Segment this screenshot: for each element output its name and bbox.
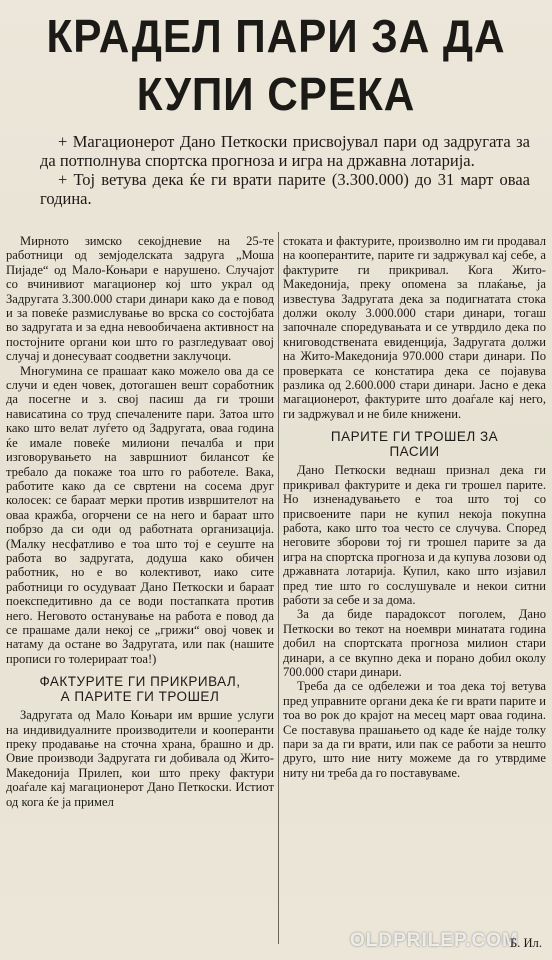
watermark-logo: OLDPRILEP.COM bbox=[350, 930, 519, 951]
lead-summary bbox=[40, 132, 530, 208]
body-paragraph: Дано Петкоски веднаш признал дека ги прикривал фактурите и дека ги трошел парите. Но изненадувањето е тоа што тој со присвоените пари не купил некоја покупна работа, како што тоа често се случува. Според неговите зборови тој ги трошел парите за да игра на спортска прогноза и да купува лозови од државната лотарија. Купил, како што изјавил пред тие што го сослушувале и некои ситни работи за себе и за дома. bbox=[283, 463, 546, 607]
author-signature: Б. Ил. bbox=[509, 936, 542, 950]
headline-line-2: КУПИ СРЕКА bbox=[136, 68, 416, 120]
right-column bbox=[283, 234, 546, 780]
subhead-money bbox=[283, 429, 546, 459]
subhead-invoices bbox=[6, 674, 274, 704]
lead-point-1: + Магационерот Дано Петкоски присвојувал пари од задругата за да потполнува спортска прогноза и игра на државна лотарија. bbox=[40, 132, 530, 170]
subhead-line: А ПАРИТЕ ГИ ТРОШЕЛ bbox=[60, 689, 220, 705]
subhead-line: ФАКТУРИТЕ ГИ ПРИКРИВАЛ, bbox=[39, 674, 241, 690]
left-column bbox=[6, 234, 274, 809]
body-paragraph: Треба да се одбележи и тоа дека тој ветува пред управните органи дека ќе ги врати парите и тоа во рок до крајот на месец март оваа година. Се поставува прашањето од каде ќе најде толку пари за да ги врати, или пак се работи за нешто друго, што ние ниту можеме да го утврдиме ниту ни треба да го поставуваме. bbox=[283, 679, 546, 780]
body-paragraph: Задругата од Мало Коњари им вршиe услуги на индивидуалните производители и кооперанти преку продавање на сточна храна, брашно и др. Овие производи Задругата ги добивала од Жито-Македонија Прилеп, кои што преку фактури доаѓале кај магационерот Дано Петкоски. Истиот од кога ќе ја примел bbox=[6, 708, 274, 809]
body-paragraph: За да биде парадоксот поголем, Дано Петкоски во текот на ноември минатата година добил на спортската прогноза милион стари динари, а се вкупно дека и поранo добил околу 700.000 стари динари. bbox=[283, 607, 546, 679]
body-paragraph: Мирното зимско секојдневие на 25-те работници од земјоделската задруга „Моша Пијаде“ од Мало-Коњари е нарушено. Случајот со вчинивиот магационер кој што украл од Задругата 3.300.000 стари динари како да е повод и за повеќе размислување во врска со состојбата во задругата и за една невообичаена активност на постојните органи кои што го разгледуваат овој случај и донесуваат соодветни заклучоци. bbox=[6, 234, 274, 364]
subhead-line: ПАРИТЕ ГИ ТРОШЕЛ ЗА bbox=[330, 429, 499, 445]
column-divider bbox=[278, 232, 279, 944]
lead-point-2: + Тој ветува дека ќе ги врати парите (3.300.000) до 31 март оваа година. bbox=[40, 170, 530, 208]
headline-line-1: КРАДЕЛ ПАРИ ЗА ДА bbox=[46, 10, 506, 62]
body-paragraph: Многумина се прашаат како можело ова да се случи и еден човек, дотогашен вешт соработник да посегне и з. свој пасиш да ги троши нависатина со труд спечалените пари. Затоа што како што велат луѓето од Задругата, оваа година ќе имале повеќе милиони печалба и при изговорувањето на завршниот билансот ќе требало да покаже тоа што го работеле. Вака, работите како да се свртени на сосема друг колосек: се бараат мерки против извршителот на оваа кражба, огорчени се на него и бараат што побрзо да си оди од работната организација. (Малку несфатливо е тоа што тој е сеуште на работа во задругата, додуша како обичен работник, но е во колективот, иако сите работници го осудуваат Дано Петкоски и бараат поекспедитивно да се води постапката против него. Неговото останување на работа е повод да се прашаме дали некој се „грижи“ овој човек и натаму да остане во Задругата, или пак (нашите прописи го толерираат тоа!) bbox=[6, 363, 274, 666]
body-paragraph: стоката и фактурите, произволно им ги продавал на кооперантите, парите ги задржувал кај себе, а фактурите ги прикривал. Кога Жито-Македонија, преку опомена за плаќање, ја известува Задругата дека за подигнатата стока должи околу 3.000.000 стари динари, тогаш започнале споредувањата и се утврдило дека по книговодствената евиденција, Задругата должи на Жито-Македонија 970.000 стари динари. По проверката се констатира дека се појавува разлика од 2.600.000 стари динари. Јасно е дека магационерот, фактурите што доаѓале кај него, ги задржувал и не биле книжени. bbox=[283, 234, 546, 421]
subhead-line: ПАСИИ bbox=[389, 444, 440, 460]
